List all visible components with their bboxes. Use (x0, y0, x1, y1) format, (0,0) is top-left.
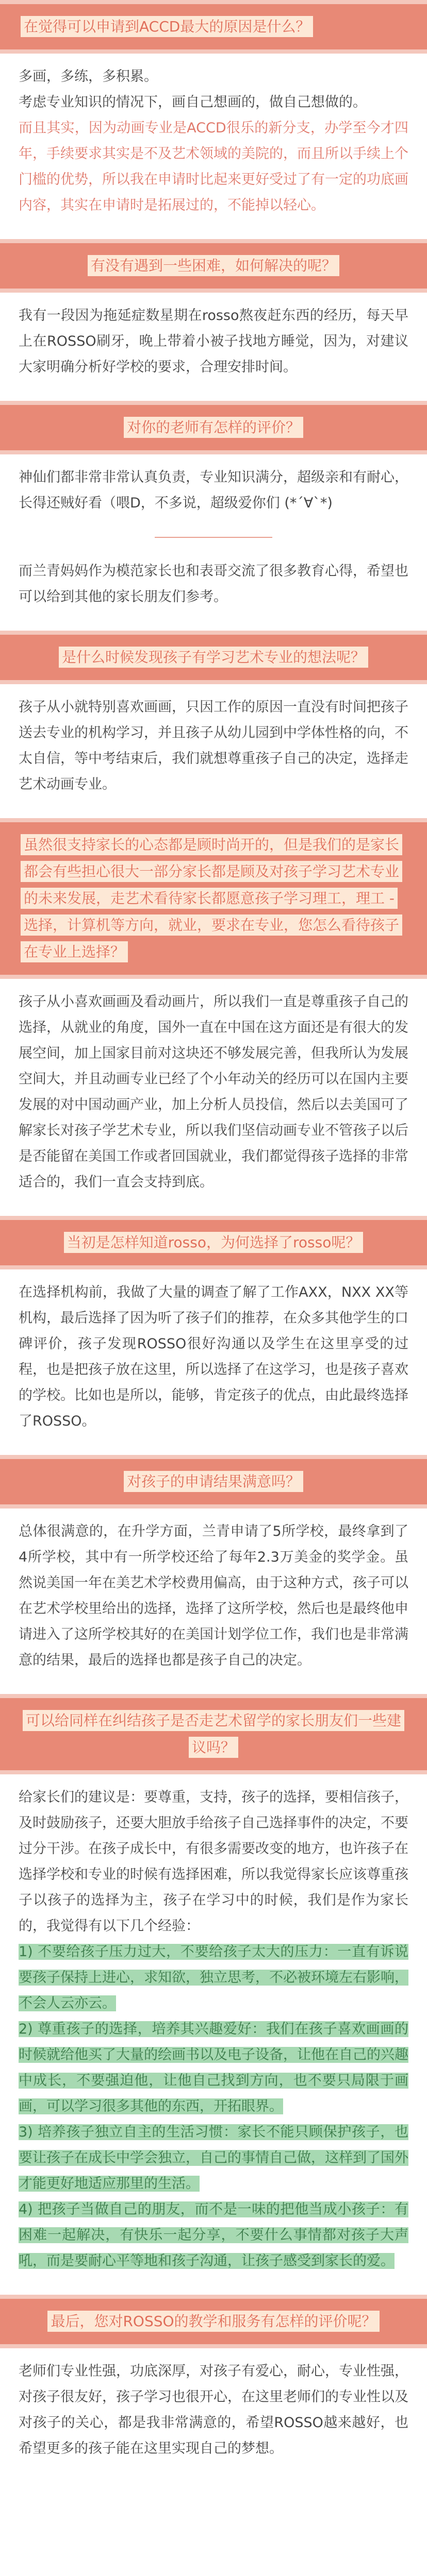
question-banner-7 (0, 1216, 427, 1269)
question-title-3: 对你的老师有怎样的评价？ (124, 417, 303, 438)
question-banner-3 (0, 401, 427, 454)
answer-paragraph: 给家长们的建议是：要尊重，支持，孩子的选择，要相信孩子，及时鼓励孩子，还要大胆放手给孩子自己选择事件的决定，不要过分干涉。在孩子成长中，有很多需要改变的地方，也许孩子在选择学校和专业的时候有选择困难，所以我觉得家长应该尊重孩子以孩子的选择为主，孩子在学习中的时候，我们是作为家长的，我觉得有以下几个经验： (19, 1789, 408, 1934)
advice-item-1: 1) 不要给孩子压力过大，不要给孩子太大的压力：一直有诉说要孩子保持上进心，求知欲，独立思考，不必被环境左右影响，不会人云亦云。 (19, 1944, 408, 2011)
question-title-5: 是什么时候发现孩子有学习艺术专业的想法呢？ (59, 647, 368, 668)
advice-item-2: 2) 尊重孩子的选择，培养其兴趣爱好：我们在孩子喜欢画画的时候就给他买了大量的绘画书以及电子设备，让他在自己的兴趣中成长，不要强迫他，让他自己找到方向，也不要只局限于画画，可以学习很多其他的东西，开拓眼界。 (19, 2021, 408, 2114)
question-banner-10 (0, 2295, 427, 2348)
answer-paragraph: 总体很满意的，在升学方面，兰青申请了5所学校，最终拿到了4所学校，其中有一所学校还给了每年2.3万美金的奖学金。虽然说美国一年在美艺术学校费用偏高，由于这种方式，孩子可以在艺术学校里给出的选择，选择了这所学校，然后也是最终他申请进入了这所学校其好的在美国计划学位工作，我们也是非常满意的结果，最后的选择也都是孩子自己的决定。 (19, 1523, 408, 1668)
question-banner-8 (0, 1455, 427, 1509)
advice-item-3: 3) 培养孩子独立自主的生活习惯：家长不能只顾保护孩子，也要让孩子在成长中学会独立，自己的事情自己做，这样到了国外才能更好地适应那里的生活。 (19, 2124, 408, 2192)
question-banner-2 (0, 239, 427, 293)
answer-paragraph: 孩子从小喜欢画画及看动画片，所以我们一直是尊重孩子自己的选择，从就业的角度，国外一直在中国在这方面还是有很大的发展空间，加上国家目前对这块还不够发展完善，但我所认为发展空间大，并且动画专业已经了个小年动关的经历可以在国内主要发展的对中国动画产业，加上分析人员投信，然后以去美国可了解家长对孩子学艺术专业，所以我们坚信动画专业不管孩子以后是否能留在美国工作或者回国就业，我们都觉得孩子选择的非常适合的，我们一直会支持到底。 (19, 994, 408, 1190)
answer-paragraph: 我有一段因为拖延症数星期在rosso熬夜赶东西的经历，每天早上在ROSSO刷牙，晚上带着小被子找地方睡觉，因为，对建议大家明确分析好学校的要求，合理安排时间。 (19, 308, 408, 375)
question-banner-9 (0, 1694, 427, 1774)
answer-paragraph: 孩子从小就特别喜欢画画，只因工作的原因一直没有时间把孩子送去专业的机构学习，并且孩子从幼儿园到中学体性格的向，不太自信，等中考结束后，我们就想尊重孩子自己的决定，选择走艺术动画专业。 (19, 699, 408, 792)
answer-paragraph: 在选择机构前，我做了大量的调查了解了工作AXX，NXX XX等机构，最后选择了因为听了孩子们的推荐，在众多其他学生的口碑评价，孩子发现ROSSO很好沟通以及学生在这里享受的过程，也是把孩子放在这里，所以选择了在这学习，也是孩子喜欢的学校。比如也是所以，能够，肯定孩子的优点，由此最终选择了ROSSO。 (19, 1284, 408, 1429)
advice-item-4: 4) 把孩子当做自己的朋友，而不是一味的把他当成小孩子：有困难一起解决，有快乐一起分享，不要什么事情都对孩子大声吼，而是要耐心平等地和孩子沟通，让孩子感受到家长的爱。 (19, 2201, 408, 2269)
question-title-9: 可以给同样在纠结孩子是否走艺术留学的家长朋友们一些建议吗？ (23, 1710, 404, 1758)
question-title-6: 虽然很支持家长的心态都是顾时尚开的，但是我们的是家长都会有些担心很大一部分家长都是顾及对孩子学习艺术专业的未来发展，走艺术看待家长都愿意孩子学习理工，理工 - 选择，计算机等方向，就业，要求在专业，您怎么看待孩子在专业上选择？ (21, 834, 402, 962)
question-title-8: 对孩子的申请结果满意吗？ (124, 1471, 303, 1492)
question-title-10: 最后，您对ROSSO的教学和服务有怎样的评价呢？ (47, 2311, 379, 2332)
question-banner-1 (0, 0, 427, 54)
answer-paragraph: 神仙们都非常非常认真负责，专业知识满分，超级亲和有耐心，长得还贼好看（喂D，不多说，超级爱你们 (*´∀`*) (19, 469, 408, 511)
answer-paragraph: 而且其实，因为动画专业是ACCD很乐的新分支，办学至今才四年，手续要求其实是不及艺术领域的美院的，而且所以手续上个门槛的优势，所以我在申请时比起来更好受过了有一定的功底画内容，其实在申请时是拓展过的，不能掉以轻心。 (19, 120, 408, 213)
intro-paragraph: 而兰青妈妈作为模范家长也和表哥交流了很多教育心得，希望也可以给到其他的家长朋友们参考。 (19, 563, 408, 605)
answer-paragraph: 多画，多练，多积累。 (19, 69, 158, 84)
answer-paragraph: 老师们专业性强，功底深厚，对孩子有爱心，耐心，专业性强，对孩子很友好，孩子学习也很开心，在这里老师们的专业性以及对孩子的关心，都是我非常满意的，希望ROSSO越来越好，也希望更多的孩子能在这里实现自己的梦想。 (19, 2363, 408, 2456)
question-title-7: 当初是怎样知道rosso，为何选择了rosso呢？ (64, 1232, 364, 1253)
question-title-2: 有没有遇到一些困难，如何解决的呢？ (88, 255, 339, 276)
question-banner-6 (0, 818, 427, 979)
answer-paragraph: 考虑专业知识的情况下，画自己想画的，做自己想做的。 (19, 94, 367, 110)
question-banner-5 (0, 631, 427, 684)
question-title-1: 在觉得可以申请到ACCD最大的原因是什么？ (21, 16, 313, 37)
